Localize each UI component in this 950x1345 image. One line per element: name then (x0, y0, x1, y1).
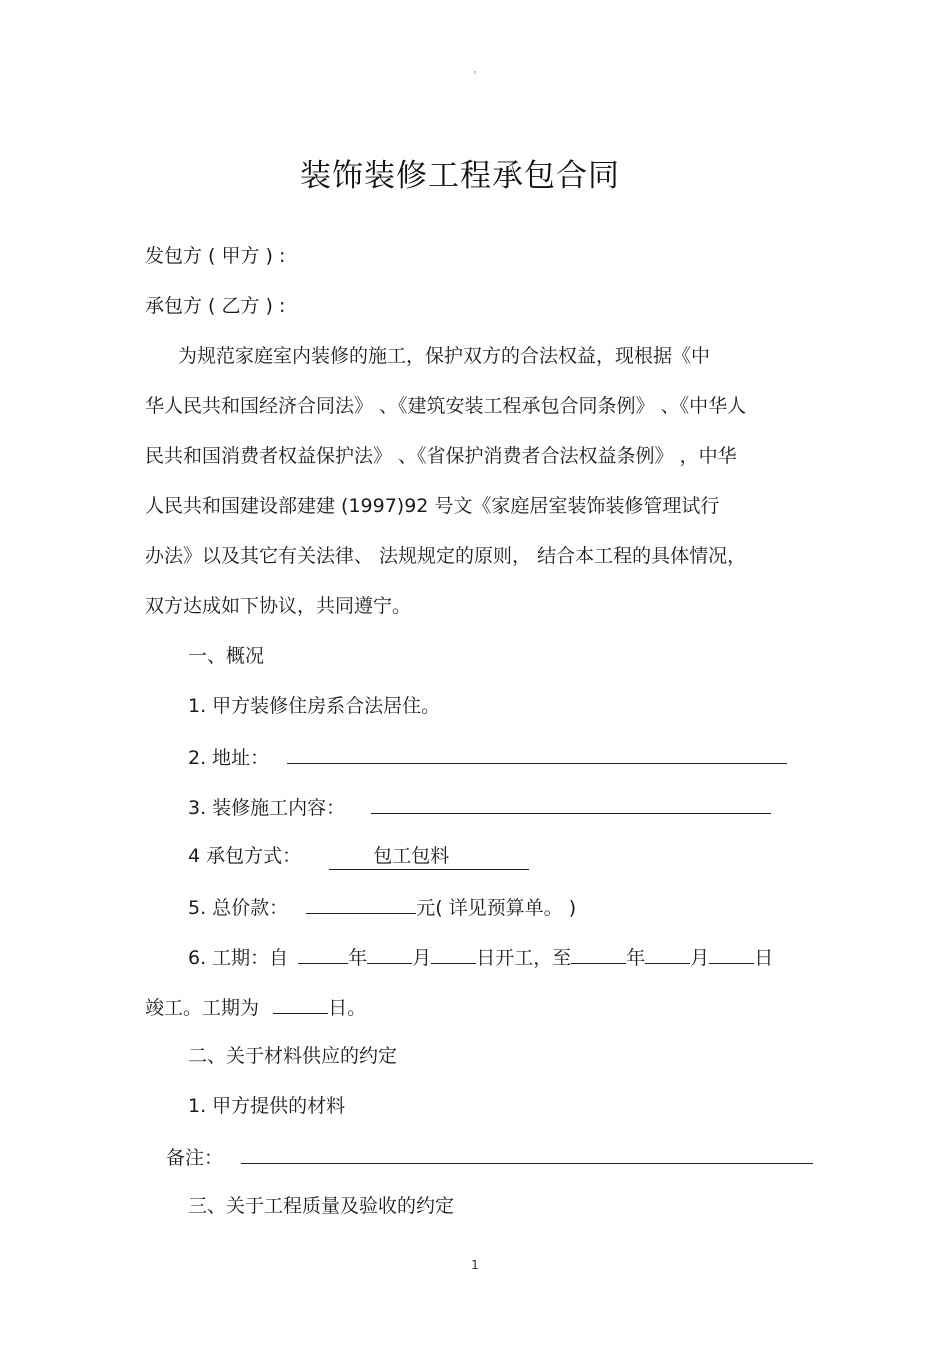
material-item-1: 1. 甲方提供的材料 (188, 1095, 346, 1117)
item-5-price (188, 893, 576, 921)
item-3-content (188, 793, 771, 821)
section-heading: 二、关于材料供应的约定 (188, 1045, 398, 1067)
content-blank[interactable] (371, 793, 771, 814)
address-blank[interactable] (287, 743, 787, 764)
page-number: 1 (471, 1258, 479, 1272)
address-label: 2. 地址： (188, 747, 270, 769)
completion-prefix: 竣工。工期为 (145, 997, 260, 1019)
preamble-line: 办法》以及其它有关法律、 法规规定的原则， 结合本工程的具体情况， (145, 545, 747, 567)
end-day-blank[interactable] (709, 943, 754, 964)
preamble-line: 双方达成如下协议，共同遵宁。 (145, 595, 412, 617)
section-heading: 一、概况 (188, 645, 265, 667)
contract-title: 装饰装修工程承包合同 (300, 158, 620, 194)
preamble-line: 为规范家庭室内装修的施工，保护双方的合法权益，现根据《中 (178, 345, 711, 367)
method-value[interactable]: 包工包料 (329, 843, 529, 870)
section-heading: 三、关于工程质量及验收的约定 (188, 1195, 455, 1217)
item-4-method (188, 843, 529, 870)
party-a-label: 发包方 ( 甲方 ) : (145, 245, 286, 267)
remark-row (166, 1143, 813, 1171)
start-month-blank[interactable] (367, 943, 412, 964)
preamble-line: 民共和国消费者权益保护法》 、《省保护消费者合法权益条例》 ，中华 (145, 445, 737, 467)
end-year-blank[interactable] (571, 943, 626, 964)
price-blank[interactable] (306, 893, 416, 914)
item-6-duration (188, 943, 773, 971)
item-2-address (188, 743, 787, 771)
month-label: 月 (690, 947, 710, 969)
remark-label: 备注： (166, 1147, 224, 1169)
start-year-blank[interactable] (298, 943, 348, 964)
price-suffix: 元( 详见预算单。 ) (416, 897, 577, 919)
end-label: 日 (754, 947, 774, 969)
remark-blank[interactable] (241, 1143, 813, 1164)
method-label: 4 承包方式： (188, 845, 302, 867)
year-label: 年 (348, 947, 368, 969)
preamble-line: 人民共和国建设部建建 (1997)92 号文《家庭居室装饰装修管理试行 (145, 495, 720, 517)
content-label: 3. 装修施工内容： (188, 797, 346, 819)
end-month-blank[interactable] (645, 943, 690, 964)
price-label: 5. 总价款： (188, 897, 289, 919)
item-6-duration-line2 (145, 993, 366, 1021)
start-day-blank[interactable] (431, 943, 476, 964)
duration-prefix: 6. 工期：自 (188, 947, 289, 969)
completion-suffix: 日。 (328, 997, 367, 1019)
header-mark: ° (473, 70, 477, 79)
duration-days-blank[interactable] (273, 993, 328, 1014)
preamble-line: 华人民共和国经济合同法》 、《建筑安装工程承包合同条例》 、《中华人 (145, 395, 747, 417)
party-b-label: 承包方 ( 乙方 ) : (145, 295, 286, 317)
item-1: 1. 甲方装修住房系合法居住。 (188, 695, 441, 717)
year-label: 年 (626, 947, 646, 969)
start-label: 日开工，至 (476, 947, 572, 969)
month-label: 月 (412, 947, 432, 969)
